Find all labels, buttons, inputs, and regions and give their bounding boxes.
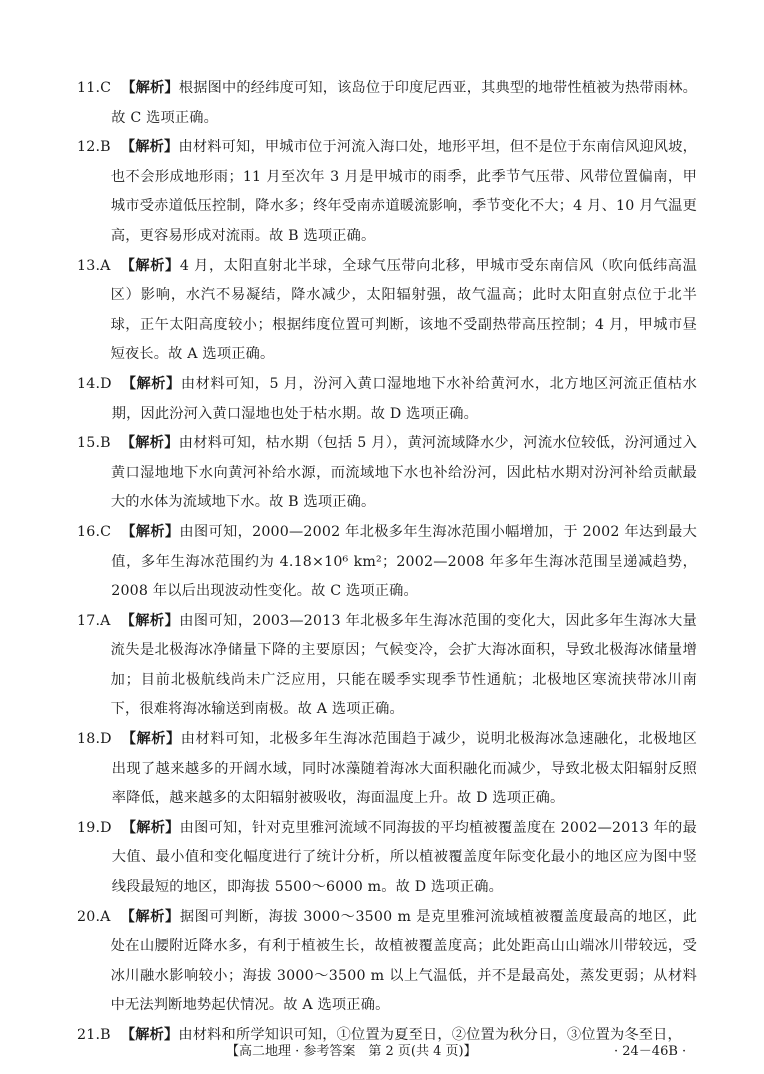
analysis-text: 由材料可知，北极多年生海冰范围趋于减少，说明北极海冰急速融化，北极地区出现了越来越多的开阔水域，同时冰藻随着海冰大面积融化而减少，导致北极太阳辐射反照率降低，越来越多的太阳辐射被吸收，海面温度上升。故 D 选项正确。 <box>111 731 697 807</box>
question-number: 18. <box>77 731 101 748</box>
question-number: 20. <box>77 908 101 925</box>
answer-choice: C <box>100 523 112 540</box>
question-number: 13. <box>77 257 101 274</box>
answer-choice: C <box>100 80 112 96</box>
analysis-tag: 【解析】 <box>121 819 180 836</box>
analysis-text: 由材料可知，枯水期（包括 5 月），黄河流域降水少，河流水位较低，汾河通过入黄口湿地地下水向黄河补给水源，而流域地下水也补给汾河，因此枯水期对汾河补给贡献最大的水体为流域地下水。故 B 选项正确。 <box>110 435 697 511</box>
analysis-text: 由图可知，针对克里雅河流域不同海拔的平均植被覆盖度在 2002—2013 年的最大值、最小值和变化幅度进行了统计分析，所以植被覆盖度年际变化最小的地区应为图中竖线段最短的地区，即海拔 5500～6000 m。故 D 选项正确。 <box>111 819 697 896</box>
answer-choice: B <box>100 435 111 452</box>
analysis-text: 由图可知，2000—2002 年北极多年生海冰范围小幅增加，于 2002 年达到最大值，多年生海冰范围约为 4.18×10⁶ km²；2002—2008 年多年生海冰范围呈递减趋势，2008 年以后出现波动性变化。故 C 选项正确。 <box>111 523 697 600</box>
analysis-tag: 【解析】 <box>121 523 180 540</box>
question-number: 12. <box>77 139 101 156</box>
analysis-text: 4 月，太阳直射北半球，全球气压带向北移，甲城市受东南信风（吹向低纬高温区）影响，水汽不易凝结，降水减少，太阳辐射强，故气温高；此时太阳直射点位于北半球，正午太阳高度较小；根据纬度位置可判断，该地不受副热带高压控制；4 月，甲城市昼短夜长。故 A 选项正确。 <box>110 257 697 363</box>
analysis-text: 由材料可知，甲城市位于河流入海口处，地形平坦，但不是位于东南信风迎风坡，也不会形成地形雨；11 月至次年 3 月是甲城市的雨季，此季节气压带、风带位置偏南，甲城市受赤道低压控制，降水多；终年受南赤道暖流影响，季节变化不大；4 月、10 月气温更高，更容易形成对流雨。故 B 选项正确。 <box>110 139 697 244</box>
answer-choice: D <box>100 731 112 748</box>
analysis-text: 由材料可知，5 月，汾河入黄口湿地地下水补给黄河水，北方地区河流正值枯水期，因此汾河入黄口湿地也处于枯水期。故 D 选项正确。 <box>111 375 697 422</box>
answer-choice: D <box>100 375 112 392</box>
question-number: 14. <box>77 375 101 392</box>
answer-choice: A <box>100 257 111 274</box>
answer-item-20 <box>77 903 697 1021</box>
analysis-tag: 【解析】 <box>121 80 179 96</box>
answer-choice: B <box>100 1027 111 1043</box>
answer-item-15 <box>77 429 697 518</box>
question-number: 11. <box>77 80 101 96</box>
answer-choice: A <box>100 612 111 629</box>
answer-item-16 <box>77 518 697 607</box>
analysis-tag: 【解析】 <box>121 375 181 392</box>
answer-item-12 <box>77 133 697 251</box>
answer-choice: D <box>100 819 112 836</box>
analysis-text: 由材料和所学知识可知，①位置为夏至日，②位置为秋分日，③位置为冬至日， <box>178 1027 682 1043</box>
question-number: 17. <box>77 612 101 629</box>
answer-item-14 <box>77 370 697 429</box>
answer-choice: A <box>100 908 111 925</box>
answer-item-11 <box>77 74 697 133</box>
answer-item-17 <box>77 607 697 725</box>
analysis-text: 由图可知，2003—2013 年北极多年生海冰范围的变化大，因此多年生海冰大量流失是北极海冰净储量下降的主要原因；气候变冷，会扩大海冰面积，导致北极海冰储量增加；目前北极航线尚未广泛应用，只能在暖季实现季节性通航；北极地区寒流挟带冰川南下，很难将海冰输送到南极。故 A 选项正确。 <box>110 612 697 718</box>
answer-choice: B <box>100 139 111 156</box>
analysis-tag: 【解析】 <box>121 731 181 748</box>
answer-list <box>77 74 697 1051</box>
question-number: 15. <box>77 435 101 452</box>
analysis-tag: 【解析】 <box>120 612 180 629</box>
footer-paper-code: · 24－46B · <box>614 1044 687 1059</box>
answer-item-18 <box>77 725 697 814</box>
analysis-text: 根据图中的经纬度可知，该岛位于印度尼西亚，其典型的地带性植被为热带雨林。故 C 选项正确。 <box>111 80 697 126</box>
analysis-tag: 【解析】 <box>120 1027 179 1043</box>
page-footer <box>0 1040 764 1062</box>
footer-page-info: 【高二地理 · 参考答案 第 2 页(共 4 页)】 <box>226 1044 477 1059</box>
answer-item-19 <box>77 814 697 903</box>
question-number: 19. <box>77 819 101 836</box>
analysis-tag: 【解析】 <box>120 257 180 274</box>
answer-item-13 <box>77 252 697 370</box>
analysis-tag: 【解析】 <box>120 435 179 452</box>
analysis-text: 据图可判断，海拔 3000～3500 m 是克里雅河流域植被覆盖度最高的地区，此处在山腰附近降水多，有利于植被生长，故植被覆盖度高；此处距高山山端冰川带较远，受冰川融水影响较小；海拔 3000～3500 m 以上气温低，并不是最高处，蒸发更弱；从材料中无法判断地势起伏情况。故 A 选项正确。 <box>110 908 697 1014</box>
question-number: 16. <box>77 523 101 540</box>
analysis-tag: 【解析】 <box>120 139 179 156</box>
analysis-tag: 【解析】 <box>120 908 180 925</box>
question-number: 21. <box>77 1027 101 1043</box>
